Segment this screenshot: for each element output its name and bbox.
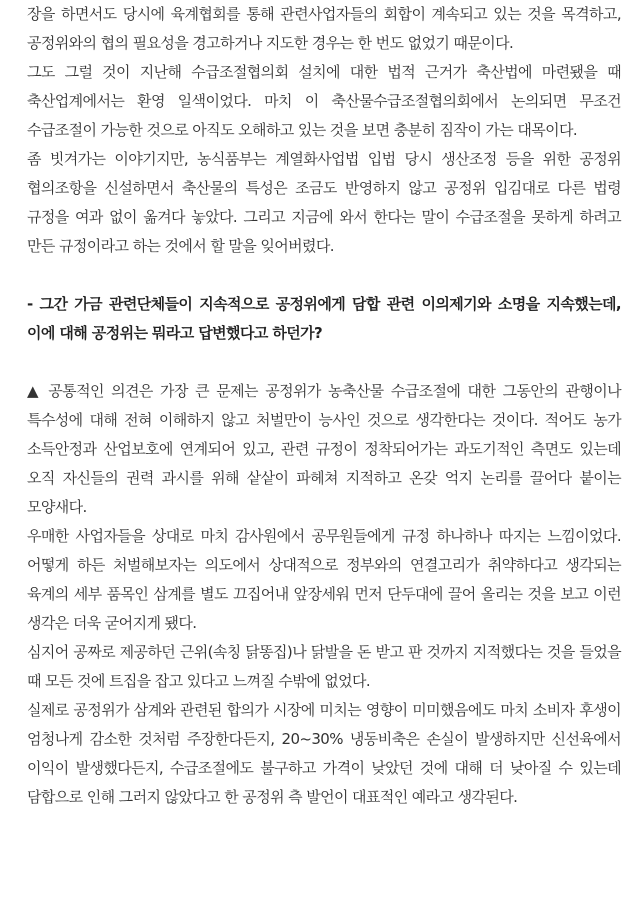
- paragraph: 실제로 공정위가 삼계와 관련된 합의가 시장에 미치는 영향이 미미했음에도 마치 소비자 후생이 엄청나게 감소한 것처럼 주장한다든지, 20~30% 냉동비축은 손실이 발생하지만 신선육에서 이익이 발생했다든지, 수급조절에도 불구하고 가격이 낮았던 것에 대해 더 낮아질 수 있는데 담합으로 인해 그러지 않았다고 한 공정위 측 발언이 대표적인 예라고 생각된다.: [27, 701, 621, 806]
- spacer: [27, 261, 621, 290]
- article-body: [27, 0, 621, 812]
- interview-question: - 그간 가금 관련단체들이 지속적으로 공정위에게 담합 관련 이의제기와 소명을 지속했는데, 이에 대해 공정위는 뭐라고 답변했다고 하던가?: [27, 295, 621, 342]
- spacer: [27, 348, 621, 377]
- paragraph: 좀 빗겨가는 이야기지만, 농식품부는 계열화사업법 입법 당시 생산조정 등을 위한 공정위 협의조항을 신설하면서 축산물의 특성은 조금도 반영하지 않고 공정위 입김대로 다른 법령 규정을 여과 없이 옮겨다 놓았다. 그리고 지금에 와서 한다는 말이 수급조절을 못하게 하려고 만든 규정이라고 하는 것에서 할 말을 잊어버렸다.: [27, 150, 621, 255]
- paragraph: 그도 그럴 것이 지난해 수급조절협의회 설치에 대한 법적 근거가 축산법에 마련됐을 때 축산업계에서는 환영 일색이었다. 마치 이 축산물수급조절협의회에서 논의되면 무조건 수급조절이 가능한 것으로 아직도 오해하고 있는 것을 보면 충분히 짐작이 가는 대목이다.: [27, 63, 621, 139]
- paragraph: 장을 하면서도 당시에 육계협회를 통해 관련사업자들의 회합이 계속되고 있는 것을 목격하고, 공정위와의 협의 필요성을 경고하거나 지도한 경우는 한 번도 없었기 때문이다.: [27, 5, 621, 52]
- paragraph: 심지어 공짜로 제공하던 근위(속칭 닭똥집)나 닭발을 돈 받고 판 것까지 지적했다는 것을 들었을 때 모든 것에 트집을 잡고 있다고 느껴질 수밖에 없었다.: [27, 643, 621, 690]
- interview-answer: ▲ 공통적인 의견은 가장 큰 문제는 공정위가 농축산물 수급조절에 대한 그동안의 관행이나 특수성에 대해 전혀 이해하지 않고 처벌만이 능사인 것으로 생각한다는 것이다. 적어도 농가 소득안정과 산업보호에 연계되어 있고, 관련 규정이 정착되어가는 과도기적인 측면도 있는데 오직 자신들의 권력 과시를 위해 샅샅이 파헤쳐 지적하고 온갖 억지 논리를 끌어다 붙이는 모양새다.: [27, 382, 621, 516]
- paragraph: 우매한 사업자들을 상대로 마치 감사원에서 공무원들에게 규정 하나하나 따지는 느낌이었다. 어떻게 하든 처벌해보자는 의도에서 상대적으로 정부와의 연결고리가 취약하다고 생각되는 육계의 세부 품목인 삼계를 별도 끄집어내 앞장세워 먼저 단두대에 끌어 올리는 것을 보고 이런 생각은 더욱 굳어지게 됐다.: [27, 527, 621, 632]
